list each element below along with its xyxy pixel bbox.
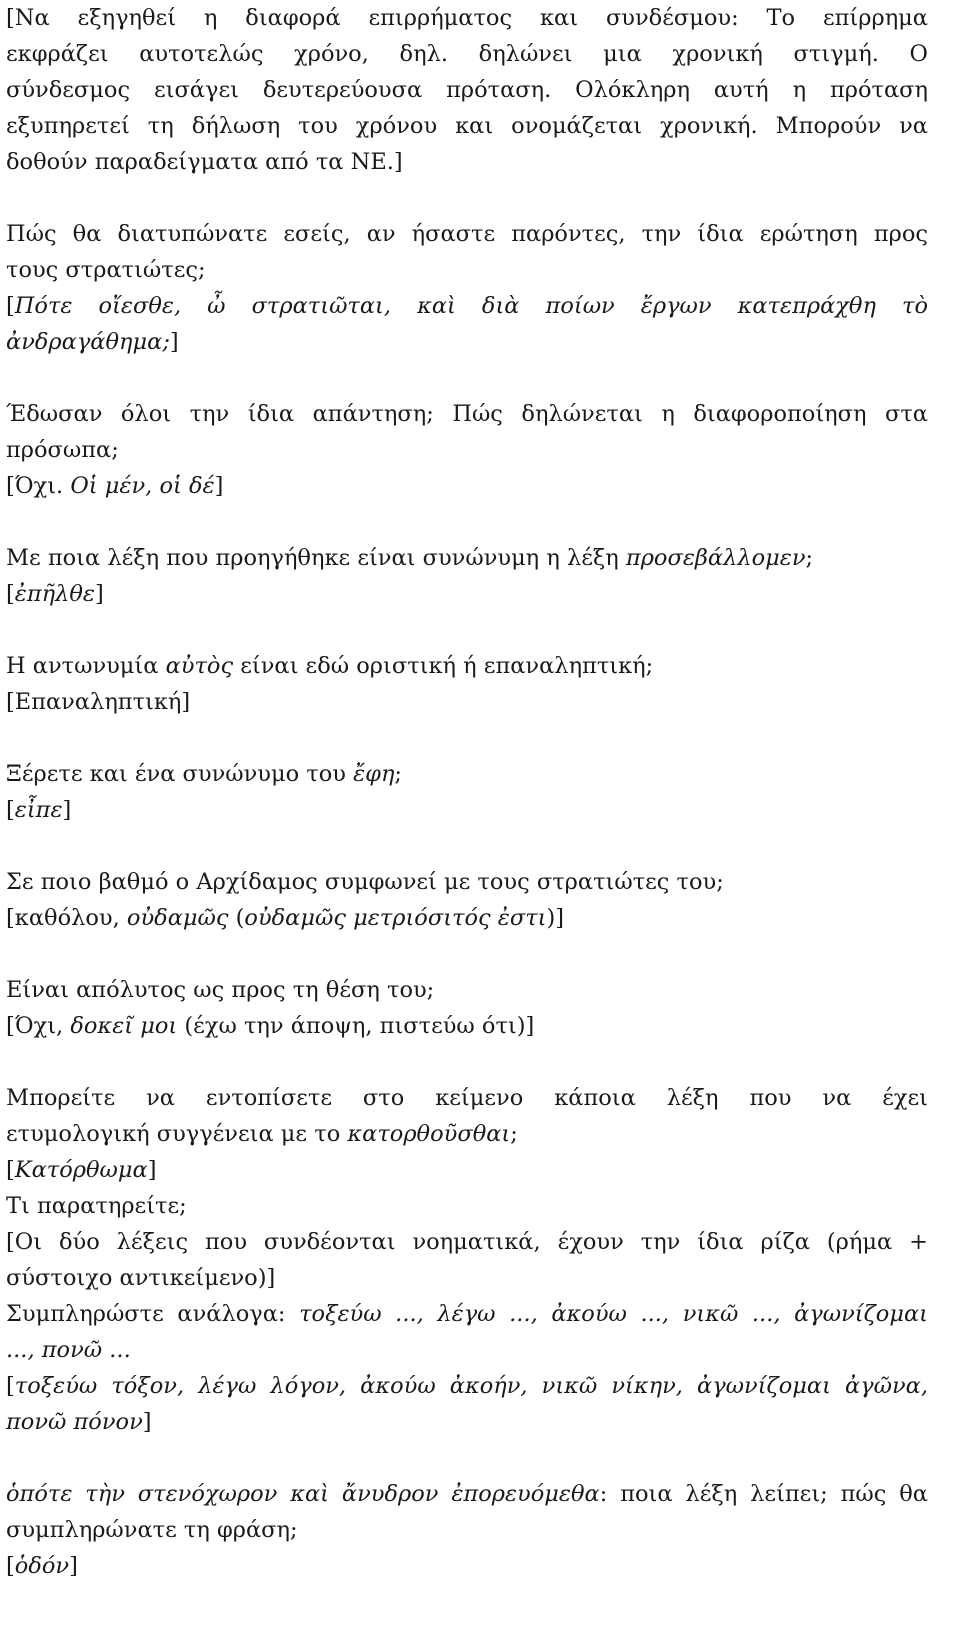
text-span: [Επαναληπτική] [6,689,191,715]
text-line [6,252,928,288]
text-span: ] [214,473,224,499]
text-span: Τι παρατηρείτε; [6,1193,187,1219]
paragraph-block [6,396,928,504]
text-span: δοθούν παραδείγματα από τα ΝΕ.] [6,149,403,175]
greek-text-span: δοκεῖ μοι [70,1013,178,1039]
text-line [6,72,928,108]
text-span: ετυμολογική συγγένεια με το [6,1121,348,1147]
text-line [6,324,928,360]
text-line [6,1332,928,1368]
text-line [6,1368,928,1404]
text-span: Με ποια λέξη που προηγήθηκε είναι συνώνυμη η λέξη [6,545,626,571]
text-span: ; [510,1121,518,1147]
greek-text-span: τοξεύω ..., λέγω ..., ἀκούω ..., νικῶ ..., ἀγωνίζομαι [299,1301,928,1327]
text-span: Έδωσαν όλοι την ίδια απάντηση; Πώς δηλώνεται η διαφοροποίηση στα [6,401,928,427]
greek-text-span: πονῶ πόνον [6,1409,143,1435]
text-line [6,1152,928,1188]
text-span: σύνδεσμος εισάγει δευτερεύουσα πρόταση. Ολόκληρη αυτή η πρόταση [6,77,928,103]
paragraph-block [6,0,928,180]
text-line [6,648,928,684]
text-line [6,288,928,324]
text-span: τους στρατιώτες; [6,257,206,283]
greek-text-span: οὐδαμῶς μετριόσιτός ἐστι [244,905,547,931]
text-span: εκφράζει αυτοτελώς χρόνο, δηλ. δηλώνει μια χρονική στιγμή. Ο [6,41,928,67]
paragraph-block [6,756,928,828]
text-line [6,900,928,936]
text-line [6,1476,928,1512]
text-span: ] [147,1157,157,1183]
text-span: [καθόλου, [6,905,127,931]
text-line [6,1188,928,1224]
greek-text-span: προσεβάλλομεν [625,545,806,571]
text-line [6,1296,928,1332]
text-line [6,1008,928,1044]
text-span: ; [394,761,403,787]
text-span: ( [228,905,245,931]
text-span: )] [546,905,565,931]
greek-text-span: ἔφη [353,761,395,787]
text-line [6,1404,928,1440]
text-span: Πώς θα διατυπώνατε εσείς, αν ήσαστε παρόντες, την ίδια ερώτηση προς [6,221,928,247]
text-line [6,144,928,180]
paragraph-block [6,216,928,360]
greek-text-span: οὐδαμῶς [126,905,229,931]
text-span: [Όχι, [6,1013,71,1039]
text-span: [ [6,1373,15,1399]
text-line [6,1080,928,1116]
text-line [6,468,928,504]
text-span: [ [6,797,15,823]
text-span: (έχω την άποψη, πιστεύω ότι)] [177,1013,535,1039]
text-span: ] [142,1409,152,1435]
greek-text-span: ὁδόν [14,1553,70,1579]
text-span: σύστοιχο αντικείμενο)] [6,1265,276,1291]
text-line [6,540,928,576]
text-line [6,396,928,432]
document-page [6,0,928,1584]
text-span: ; [805,545,814,571]
text-span: Σε ποιο βαθμό ο Αρχίδαμος συμφωνεί με τους στρατιώτες του; [6,869,724,895]
text-line [6,1512,928,1548]
text-span: ] [169,329,179,355]
text-span: [Οι δύο λέξεις που συνδέονται νοηματικά, έχουν την ίδια ρίζα (ρήμα + [6,1229,928,1255]
paragraph-block [6,648,928,720]
greek-text-span: κατορθοῦσθαι [347,1121,511,1147]
text-line [6,792,928,828]
text-span: ] [69,1553,78,1579]
text-span: Η αντωνυμία [6,653,166,679]
text-line [6,432,928,468]
text-span: ] [95,581,104,607]
text-line [6,1548,928,1584]
paragraph-block [6,972,928,1044]
text-line [6,972,928,1008]
text-line [6,1224,928,1260]
greek-text-span: τοξεύω τόξον, λέγω λόγον, ἀκούω ἀκοήν, νικῶ νίκην, ἀγωνίζομαι ἀγῶνα, [14,1373,928,1399]
greek-text-span: αὐτὸς [165,653,234,679]
text-span: πρόσωπα; [6,437,119,463]
text-line [6,576,928,612]
text-span: [ [6,581,15,607]
text-line [6,684,928,720]
text-span: [Να εξηγηθεί η διαφορά επιρρήματος και συνδέσμου: Το επίρρημα [6,5,928,31]
text-span: [ [6,1157,15,1183]
text-span: Συμπληρώστε ανάλογα: [6,1301,300,1327]
greek-text-span: Οἱ μέν, οἱ δέ [70,473,215,499]
text-span: [ [6,293,15,319]
text-span: Είναι απόλυτος ως προς τη θέση του; [6,977,435,1003]
text-line [6,108,928,144]
text-line [6,1116,928,1152]
paragraph-block [6,540,928,612]
greek-text-span: Κατόρθωμα [14,1157,148,1183]
text-line [6,36,928,72]
text-line [6,864,928,900]
greek-text-span: εἶπε [14,797,63,823]
greek-text-span: Πότε οἴεσθε, ὦ στρατιῶται, καὶ διὰ ποίων ἔργων κατεπράχθη τὸ [14,293,928,319]
text-line [6,216,928,252]
text-line [6,1260,928,1296]
paragraph-block [6,1080,928,1440]
greek-text-span: ὁπότε τὴν στενόχωρον καὶ ἄνυδρον ἐπορευόμεθα [6,1481,600,1507]
text-span: Ξέρετε και ένα συνώνυμο του [6,761,354,787]
text-span: ] [62,797,72,823]
text-span: : ποια λέξη λείπει; πώς θα [599,1481,929,1507]
text-span: συμπληρώνατε τη φράση; [6,1517,298,1543]
text-span: Μπορείτε να εντοπίσετε στο κείμενο κάποια λέξη που να έχει [6,1085,928,1111]
text-span: εξυπηρετεί τη δήλωση του χρόνου και ονομάζεται χρονική. Μπορούν να [6,113,928,139]
text-span: είναι εδώ οριστική ή επαναληπτική; [233,653,654,679]
text-span: [ [6,1553,15,1579]
paragraph-block [6,1476,928,1584]
greek-text-span: ἀνδραγάθημα; [6,329,170,355]
text-line [6,0,928,36]
text-line [6,756,928,792]
greek-text-span: ..., πονῶ ... [6,1337,131,1363]
text-span: [Όχι. [6,473,71,499]
paragraph-block [6,864,928,936]
greek-text-span: ἐπῆλθε [14,581,96,607]
